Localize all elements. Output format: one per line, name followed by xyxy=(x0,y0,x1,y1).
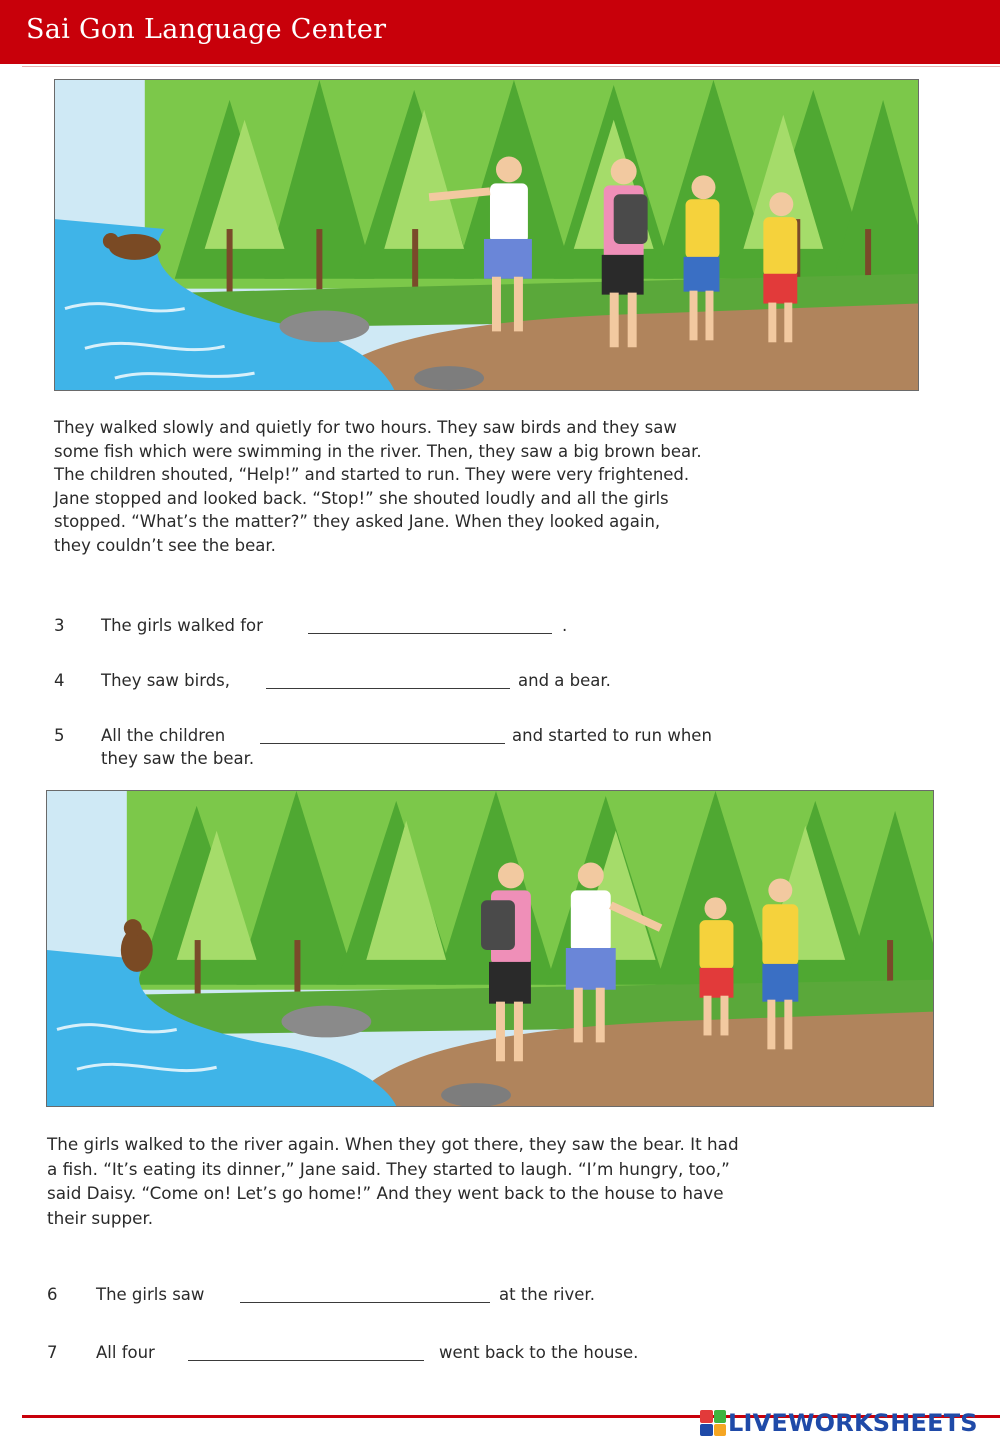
illustration-river-bear xyxy=(46,790,934,1107)
passage-line: The girls walked to the river again. When they got there, they saw the bear. It had xyxy=(47,1134,739,1154)
question-text: All four xyxy=(96,1343,155,1362)
question-text-after: . xyxy=(562,616,568,635)
header-bar xyxy=(0,0,1000,64)
question-number: 5 xyxy=(54,726,65,745)
forest-scene-2-svg xyxy=(47,791,933,1106)
passage-line: said Daisy. “Come on! Let’s go home!” And they went back to the house to have xyxy=(47,1183,724,1203)
question-3 xyxy=(54,616,654,640)
passage-line: The children shouted, “Help!” and started to run. They were very frightened. xyxy=(54,465,690,484)
passage-line: their supper. xyxy=(47,1207,154,1228)
question-7 xyxy=(47,1343,727,1367)
liveworksheets-logo-icon xyxy=(700,1410,726,1436)
question-number: 7 xyxy=(47,1343,58,1362)
answer-blank-3[interactable] xyxy=(308,633,552,634)
passage-line: They walked slowly and quietly for two hours. They saw birds and they saw xyxy=(54,418,677,437)
question-number: 6 xyxy=(47,1285,58,1304)
header-divider xyxy=(22,66,1000,67)
question-text: The girls walked for xyxy=(101,616,263,635)
question-text-line2: they saw the bear. xyxy=(101,749,255,768)
passage-line: Jane stopped and looked back. “Stop!” she shouted loudly and all the girls xyxy=(54,488,669,508)
passage-line: stopped. “What’s the matter?” they asked Jane. When they looked again, xyxy=(54,512,661,531)
reading-passage-1 xyxy=(54,416,874,557)
question-6 xyxy=(47,1285,687,1309)
answer-blank-4[interactable] xyxy=(266,688,510,689)
answer-blank-6[interactable] xyxy=(240,1302,490,1303)
answer-blank-5[interactable] xyxy=(260,743,505,744)
question-5 xyxy=(54,726,814,774)
header-title: Sai Gon Language Center xyxy=(26,14,387,45)
logo-text: LIVEWORKSHEETS xyxy=(728,1409,978,1437)
question-text-after: and started to run when xyxy=(512,726,712,745)
passage-line: a fish. “It’s eating its dinner,” Jane said. They started to laugh. “I’m hungry, too,” xyxy=(47,1158,730,1179)
question-text: They saw birds, xyxy=(101,671,231,690)
question-text: All the children xyxy=(101,726,226,745)
forest-scene-1-svg xyxy=(55,80,918,390)
reading-passage-2 xyxy=(47,1132,927,1230)
passage-line: some fish which were swimming in the river. Then, they saw a big brown bear. xyxy=(54,441,702,461)
passage-line: they couldn’t see the bear. xyxy=(54,535,276,555)
question-text: The girls saw xyxy=(96,1285,205,1304)
answer-blank-7[interactable] xyxy=(188,1360,424,1361)
question-4 xyxy=(54,671,694,695)
question-number: 4 xyxy=(54,671,65,690)
question-text-after: at the river. xyxy=(499,1285,595,1304)
liveworksheets-logo[interactable] xyxy=(700,1408,978,1438)
question-text-after: and a bear. xyxy=(518,671,611,690)
illustration-forest-walk xyxy=(54,79,919,391)
question-text-after: went back to the house. xyxy=(439,1343,639,1362)
question-number: 3 xyxy=(54,616,65,635)
